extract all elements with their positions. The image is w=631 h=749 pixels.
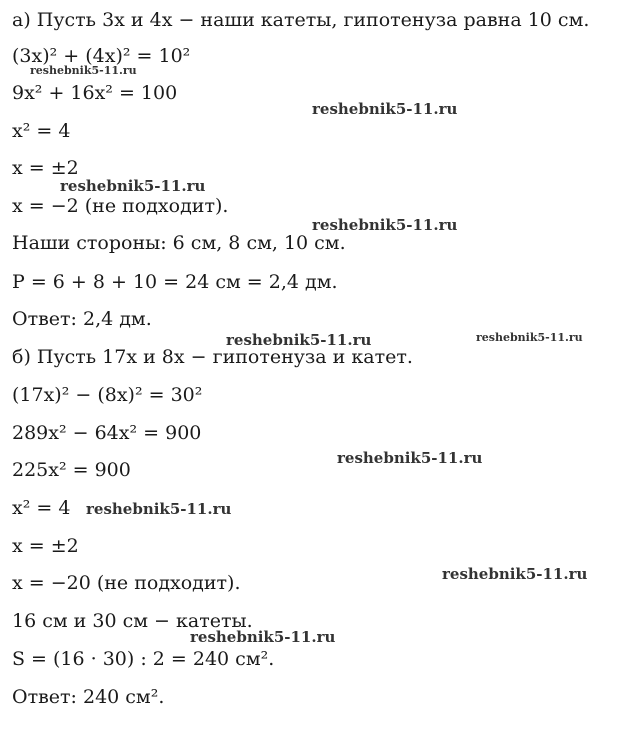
watermark: reshebnik5-11.ru — [190, 628, 336, 646]
watermark: reshebnik5-11.ru — [86, 500, 232, 518]
solution-line-16: x = −20 (не подходит). — [12, 572, 241, 594]
watermark: reshebnik5-11.ru — [312, 216, 458, 234]
solution-line-19: Ответ: 240 см². — [12, 686, 165, 708]
solution-line-8: P = 6 + 8 + 10 = 24 см = 2,4 дм. — [12, 271, 338, 293]
solution-line-3: 9x² + 16x² = 100 — [12, 82, 178, 104]
solution-line-17: 16 см и 30 см − катеты. — [12, 610, 253, 632]
solution-line-7: Наши стороны: 6 см, 8 см, 10 см. — [12, 232, 346, 254]
solution-line-9: Ответ: 2,4 дм. — [12, 308, 152, 330]
watermark: reshebnik5-11.ru — [60, 177, 206, 195]
solution-line-18: S = (16 · 30) : 2 = 240 см². — [12, 648, 275, 670]
watermark: reshebnik5-11.ru — [337, 449, 483, 467]
watermark: reshebnik5-11.ru — [312, 100, 458, 118]
solution-line-15: x = ±2 — [12, 535, 79, 557]
watermark: reshebnik5-11.ru — [442, 565, 588, 583]
solution-line-1: а) Пусть 3x и 4x − наши катеты, гипотенуза равна 10 см. — [12, 9, 590, 31]
watermark: reshebnik5-11.ru — [226, 331, 372, 349]
solution-line-10: б) Пусть 17x и 8x − гипотенуза и катет. — [12, 346, 413, 368]
solution-line-11: (17x)² − (8x)² = 30² — [12, 384, 203, 406]
watermark: reshebnik5-11.ru — [476, 331, 583, 344]
solution-line-4: x² = 4 — [12, 120, 71, 142]
solution-line-5: x = ±2 — [12, 157, 79, 179]
solution-line-6: x = −2 (не подходит). — [12, 195, 229, 217]
solution-line-13: 225x² = 900 — [12, 459, 131, 481]
solution-line-14: x² = 4 — [12, 497, 71, 519]
watermark: reshebnik5-11.ru — [30, 64, 137, 77]
solution-line-12: 289x² − 64x² = 900 — [12, 422, 202, 444]
solution-line-2: (3x)² + (4x)² = 10² — [12, 45, 191, 67]
